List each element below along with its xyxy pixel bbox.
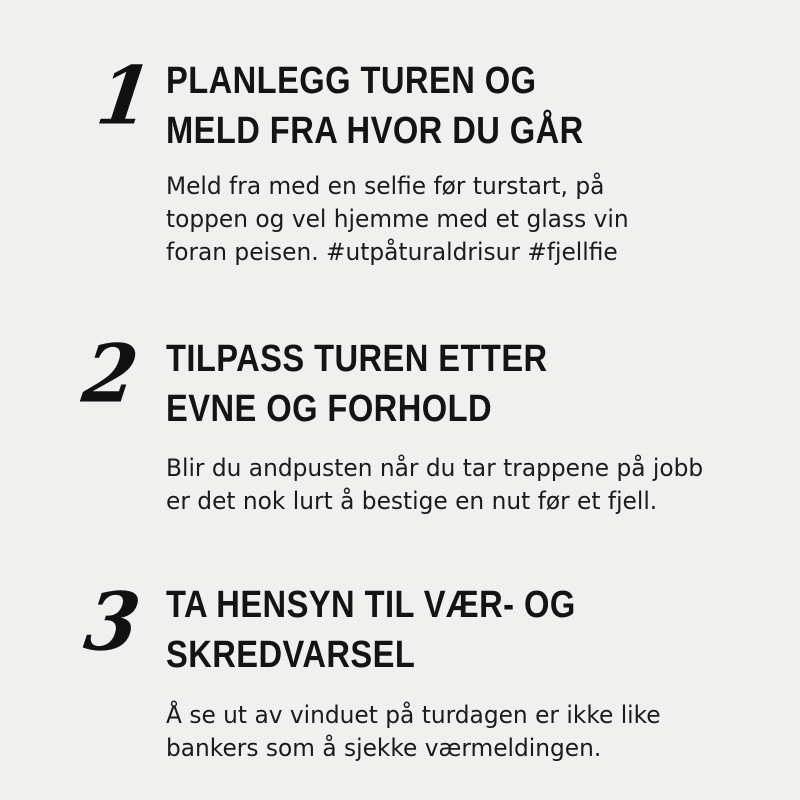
rule-body-line: Meld fra med en selfie før turstart, på xyxy=(166,172,605,200)
rule-title xyxy=(166,56,699,156)
rule-title xyxy=(166,580,699,680)
rule-body-line: er det nok lurt å bestige en nut før et fjell. xyxy=(166,487,658,515)
rule-title-line: EVNE OG FORHOLD xyxy=(166,388,493,430)
rule-title-line: TILPASS TUREN ETTER xyxy=(166,338,548,380)
rule-number: 3 xyxy=(79,574,146,669)
rule-body-line: foran peisen. #utpåturaldrisur #fjellfie xyxy=(166,238,618,266)
rule-body-line: toppen og vel hjemme med et glass vin xyxy=(166,205,629,233)
rule-title-line: MELD FRA HVOR DU GÅR xyxy=(166,110,584,152)
rule-number: 1 xyxy=(91,48,158,143)
rule-number: 2 xyxy=(77,326,144,421)
rule-body-line: Å se ut av vinduet på turdagen er ikke like xyxy=(166,701,661,729)
rule-title xyxy=(166,334,699,434)
rule-body-line: bankers som å sjekke værmeldingen. xyxy=(166,734,602,762)
rule-title-line: SKREDVARSEL xyxy=(166,634,416,676)
rule-body xyxy=(166,452,767,518)
rule-title-line: PLANLEGG TUREN OG xyxy=(166,60,537,102)
rule-body-line: Blir du andpusten når du tar trappene på jobb xyxy=(166,454,704,482)
rule-title-line: TA HENSYN TIL VÆR- OG xyxy=(166,584,576,626)
rule-body xyxy=(166,699,767,765)
rule-body xyxy=(166,170,767,269)
